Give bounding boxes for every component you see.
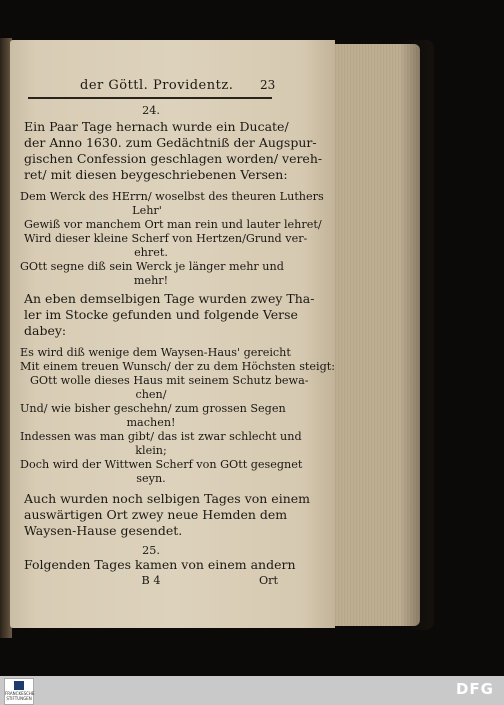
page-number: 23 — [260, 78, 276, 92]
verse-line: GOtt segne diß sein Werck je länger mehr und — [20, 260, 284, 273]
verse-line: Es wird diß wenige dem Waysen-Haus' gereicht — [20, 346, 291, 359]
text-line: dabey: — [24, 323, 67, 338]
verse-line: ehret. — [134, 246, 168, 259]
book-fore-edge-shadow — [400, 40, 434, 630]
viewer-footer — [0, 676, 504, 705]
verse-line: chen/ — [135, 388, 167, 401]
text-line: gischen Confession geschlagen worden/ vereh- — [24, 151, 323, 166]
verse-line: Dem Werck des HErrn/ woselbst des theuren Luthers — [20, 190, 324, 203]
dfg-logo[interactable]: DFG — [455, 680, 494, 698]
catchword: Ort — [258, 574, 278, 587]
text-line: ret/ mit diesen beygeschriebenen Versen: — [24, 167, 288, 182]
logo-mark-icon — [14, 681, 24, 690]
text-line: Folgenden Tages kamen von einem andern — [24, 557, 296, 572]
text-line: auswärtigen Ort zwey neue Hemden dem — [24, 507, 288, 522]
verse-line: Lehr' — [132, 204, 162, 217]
verse-line: mehr! — [133, 274, 169, 287]
verse-line: Gewiß vor manchem Ort man rein und lauter lehret/ — [24, 218, 322, 231]
signature-mark: B 4 — [141, 574, 161, 587]
verse-line: GOtt wolle dieses Haus mit seinem Schutz bewa- — [30, 374, 309, 387]
text-line: An eben demselbigen Tage wurden zwey Tha- — [24, 291, 315, 306]
text-line: ler im Stocke gefunden und folgende Verse — [24, 307, 298, 322]
text-line: der Anno 1630. zum Gedächtniß der Augspur- — [24, 135, 317, 150]
running-header: der Göttl. Providentz. — [80, 78, 234, 93]
institution-logo[interactable] — [4, 678, 34, 705]
text-line: Waysen-Hause gesendet. — [24, 523, 183, 538]
logo-text: FRANCKESCHE STIFTUNGEN — [5, 691, 35, 701]
verse-line: Wird dieser kleine Scherf von Hertzen/Grund ver- — [24, 232, 308, 245]
verse-line: Doch wird der Wittwen Scherf von GOtt gesegnet — [20, 458, 303, 471]
verse-line: klein; — [135, 444, 167, 457]
text-line: Auch wurden noch selbigen Tages von einem — [24, 491, 310, 506]
verse-line: Und/ wie bisher geschehn/ zum grossen Segen — [20, 402, 286, 415]
verse-line: Mit einem treuen Wunsch/ der zu dem Höchsten steigt: — [20, 360, 336, 373]
section-number: 24. — [142, 104, 160, 117]
section-number: 25. — [142, 544, 160, 557]
verse-line: Indessen was man gibt/ das ist zwar schlecht und — [20, 430, 302, 443]
book-page — [10, 40, 335, 628]
text-line: Ein Paar Tage hernach wurde ein Ducate/ — [24, 119, 289, 134]
verse-line: machen! — [126, 416, 176, 429]
verse-line: seyn. — [136, 472, 166, 485]
header-rule — [28, 97, 272, 99]
